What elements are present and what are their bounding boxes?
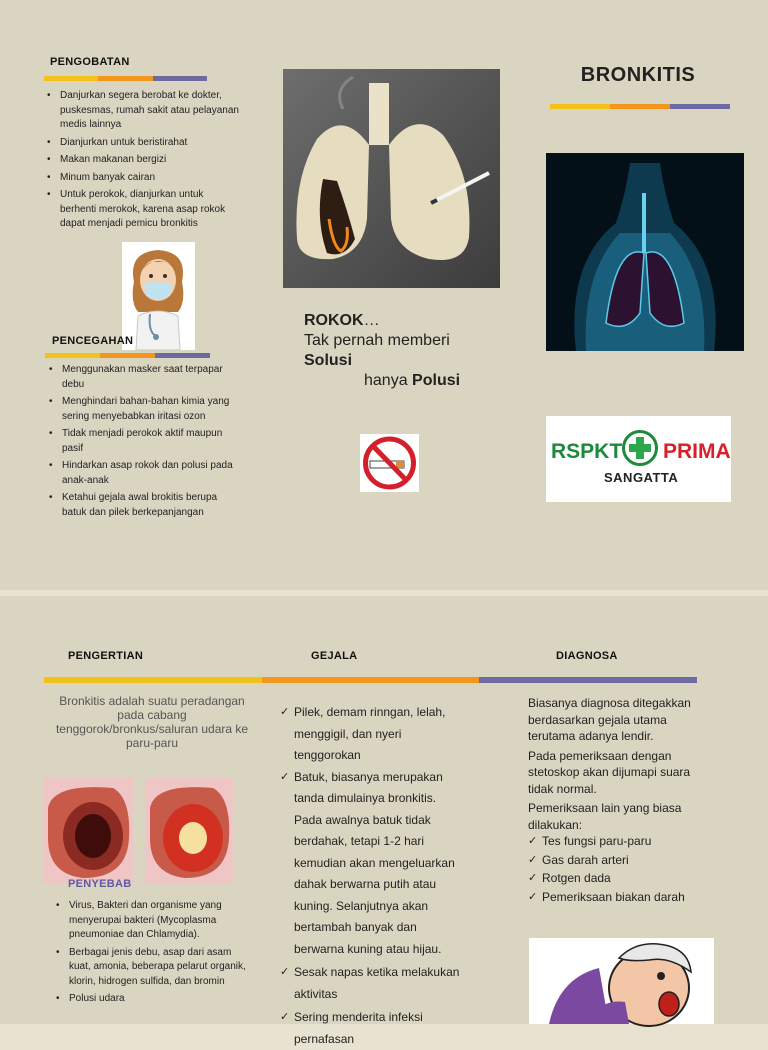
slogan-ellipsis: … [363, 312, 380, 329]
penyebab-list [53, 899, 253, 1010]
slogan-solusi: Solusi [304, 352, 353, 369]
page-title: BRONKITIS [580, 64, 696, 86]
pencegahan-list [46, 363, 242, 523]
diagnosa-heading: DIAGNOSA [556, 650, 618, 662]
pengertian-heading: PENGERTIAN [68, 650, 144, 662]
diagnosa-text [528, 695, 698, 833]
pengobatan-list [44, 89, 240, 235]
list-item: ✓ Pemeriksaan biakan darah [528, 888, 708, 907]
burning-lungs-photo [283, 69, 500, 288]
list-item: ✓ Tes fungsi paru-paru [528, 832, 708, 851]
pengobatan-heading: PENGOBATAN [50, 56, 130, 68]
list-item: ✓ Batuk, biasanya merupakan tanda dimulainya bronkitis. Pada awalnya batuk tidak berdahak, tetapi 1-2 hari kemudian akan mengeluarkan dahak berwarna putih atau kuning. Selanjutnya akan bertambah banyak dan berwarna kuning atau hijau. [280, 767, 466, 961]
list-item: ✓ Sesak napas ketika melakukan aktivitas [280, 962, 466, 1005]
list-item: • Ketahui gejala awal brokitis berupa batuk dan pilek berkepanjangan [46, 491, 242, 520]
diagnosa-paragraph: Pemeriksaan lain yang biasa dilakukan: [528, 801, 682, 832]
list-item: • Dianjurkan untuk beristirahat [44, 136, 240, 151]
slogan-polusi: Polusi [412, 372, 461, 389]
inflamed-bronchus-image [145, 778, 233, 884]
list-item: • Polusi udara [53, 992, 253, 1007]
pengertian-body: Bronkitis adalah suatu peradangan pada cabang tenggorok/bronkus/saluran udara ke paru-paru [55, 694, 249, 750]
title-color-bar [550, 104, 730, 109]
pengobatan-color-bar [44, 76, 207, 81]
logo-left-text: RSPKT [551, 440, 623, 463]
logo-sub-text: SANGATTA [604, 470, 679, 485]
gejala-heading: GEJALA [311, 650, 358, 662]
diagnosa-paragraph: Biasanya diagnosa ditegakkan berdasarkan gejala utama terutama adanya lendir. [528, 696, 691, 743]
diagnosa-paragraph: Pada pemeriksaan dengan stetoskop akan dijumapi suara tidak normal. [528, 748, 691, 796]
logo-cross-icon [622, 430, 658, 466]
diagnosa-list [528, 832, 708, 906]
nurse-illustration [122, 242, 195, 350]
healthy-bronchus-image [43, 778, 133, 884]
list-item: • Berbagai jenis debu, asap dari asam kuat, amonia, beberapa pelarut organik, klorin, hidrogen sulfida, dan bromin [53, 946, 253, 990]
back-color-bar [44, 677, 697, 683]
list-item: ✓ Rotgen dada [528, 869, 708, 888]
slogan-line2: Tak pernah memberi [304, 332, 450, 349]
list-item: • Danjurkan segera berobat ke dokter, puskesmas, rumah sakit atau pelayanan medis lainnya [44, 89, 240, 133]
pencegahan-color-bar [45, 353, 210, 358]
list-item: ✓ Pilek, demam rinngan, lelah, menggigil, dan nyeri tenggorokan [280, 702, 466, 767]
penyebab-heading: PENYEBAB [68, 878, 132, 890]
pencegahan-heading: PENCEGAHAN [52, 335, 134, 347]
list-item: • Tidak menjadi perokok aktif maupun pasif [46, 427, 242, 456]
rspkt-prima-logo [546, 416, 731, 502]
list-item: • Makan makanan bergizi [44, 153, 240, 168]
xray-lungs-image [546, 153, 744, 351]
list-item: • Untuk perokok, dianjurkan untuk berhenti merokok, karena asap rokok dapat menjadi pemicu bronkitis [44, 188, 240, 232]
coughing-man-illustration [529, 938, 714, 1024]
list-item: • Menggunakan masker saat terpapar debu [46, 363, 242, 392]
list-item: ✓ Gas darah arteri [528, 851, 708, 870]
slogan-hanya: hanya [364, 372, 413, 389]
list-item: • Minum banyak cairan [44, 171, 240, 186]
no-smoking-icon [360, 434, 419, 492]
list-item: • Virus, Bakteri dan organisme yang menyerupai bakteri (Mycoplasma pneumoniae dan Chlamydia). [53, 899, 253, 943]
logo-right-text: PRIMA [663, 440, 731, 463]
list-item: • Hindarkan asap rokok dan polusi pada anak-anak [46, 459, 242, 488]
list-item: ✓ Sering menderita infeksi pernafasan [280, 1007, 466, 1050]
slogan-rokok: ROKOK [304, 312, 364, 329]
list-item: • Menghindari bahan-bahan kimia yang sering menyebabkan iritasi ozon [46, 395, 242, 424]
slogan [304, 311, 504, 391]
gejala-list [280, 702, 466, 1050]
